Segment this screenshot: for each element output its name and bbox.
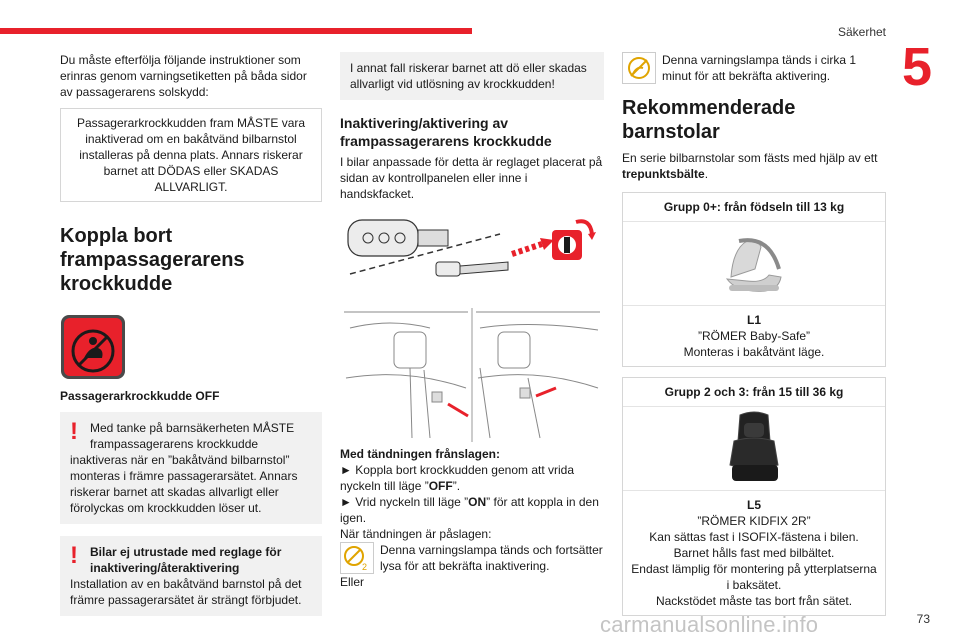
seat-name: ”RÖMER Baby-Safe” (697, 329, 811, 343)
activation-lamp-row (622, 52, 886, 84)
seat-desc: Monteras i bakåtvänt läge. (683, 345, 825, 359)
airbag-notice-text: Passagerarkrockkudden fram MÅSTE vara inaktiverad om en bakåtvänd bilbarnstol installeras på denna plats. Annars riskerar barnet att DÖDAS eller SKADAS ALLVARLIGT. (76, 116, 306, 194)
step-enable-text: ► Vrid nyckeln till läge ” (340, 495, 469, 509)
seat-card-body (623, 491, 885, 615)
airbag-on-warning-lamp-icon (622, 52, 656, 84)
deactivation-lamp-row (340, 542, 604, 574)
seat-card-group-0 (622, 192, 886, 367)
off-position-label: OFF (428, 479, 453, 493)
recommended-intro-end: . (704, 167, 709, 181)
seat-code: L5 (746, 498, 761, 512)
warning-box-child-safety (60, 412, 322, 524)
airbag-off-warning-lamp-icon (340, 542, 374, 574)
warning1-body: inaktiveras när en ”bakåtvänd bilbarnstol” monteras i främre passagerarsätet. Annars riskerar barnet att skadas allvarligt eller förolyckas om krockkudden löser ut. (70, 453, 298, 515)
recommended-intro (622, 150, 886, 182)
kidfix-seat-image (623, 407, 885, 491)
or-label: Eller (340, 575, 365, 589)
dashboard-switch-location-illustration (340, 308, 604, 442)
ignition-off-label: Med tändningen frånslagen: (340, 447, 501, 461)
section-title: Säkerhet (837, 25, 886, 39)
recommended-intro-text: En serie bilbarnstolar som fästs med hjälp av ett (622, 151, 878, 165)
step-disable-text: ► Koppla bort krockkudden genom att vrida nyckeln till läge ” (340, 463, 575, 493)
step-disable-end: ”. (452, 479, 461, 493)
red-arrow-icon (536, 388, 556, 396)
red-arrow-icon (512, 238, 554, 254)
section-heading-recommended-seats: Rekommenderade barnstolar (622, 97, 796, 143)
deactivation-lamp-text: Denna varningslampa tänds och fortsätter lysa för att bekräfta inaktivering. (380, 543, 603, 573)
chapter-number: 5 (901, 37, 932, 97)
dashboard-right-view (476, 312, 600, 438)
svg-text:2: 2 (362, 562, 368, 572)
ignition-on-label: När tändningen är påslagen: (340, 527, 492, 541)
watermark: carmanualsonline.info (600, 612, 819, 637)
seat-line: Kan sättas fast i ISOFIX-fästena i bilen. (649, 530, 859, 544)
seat-line: Endast lämplig för montering på ytterplatserna i baksätet. (631, 562, 877, 592)
step-enable-end: ” för att koppla in den igen. (340, 495, 599, 525)
column-middle (340, 52, 604, 590)
dashboard-left-view (344, 312, 468, 438)
intro-paragraph: Du måste efterfölja följande instruktioner som erinras genom varningsetiketten på båda sidor av passagerarens solskydd: (60, 53, 307, 99)
activation-lamp-text: Denna varningslampa tänds i cirka 1 minut för att bekräfta aktivering. (662, 53, 857, 83)
death-risk-text: I annat fall riskerar barnet att dö eller skadas allvarligt vid utlösning av krockkudden! (350, 61, 587, 91)
section-heading-disable-airbag: Koppla bort frampassagerarens krockkudde (60, 225, 245, 295)
page-number: 73 (916, 612, 930, 626)
subheading-deactivate-activate: Inaktivering/aktivering av frampassagerarens krockkudde (340, 115, 552, 149)
warning-exclamation-icon: ! (70, 418, 78, 445)
key-blade-icon (436, 262, 508, 276)
warning1-first-lines: Med tanke på barnsäkerheten MÅSTE frampassagerarens krockkudde (90, 421, 295, 451)
warning2-title: Bilar ej utrustade med reglage för inaktivering/återaktivering (90, 545, 282, 575)
header-accent-bar (0, 28, 472, 34)
airbag-off-icon (60, 314, 126, 380)
airbag-notice-box (60, 108, 322, 202)
seat-line: Nackstödet måste tas bort från sätet. (655, 594, 853, 608)
warning-exclamation-icon: ! (70, 542, 78, 569)
column-left (60, 52, 322, 616)
seat-card-body (623, 306, 885, 366)
switch-location-paragraph: I bilar anpassade för detta är reglaget placerat på sidan av kontrollpanelen eller inne i handskfacket. (340, 155, 603, 201)
airbag-off-caption: Passagerarkrockkudde OFF (60, 389, 220, 403)
step-disable (340, 462, 604, 494)
booster-seat-icon (724, 411, 784, 487)
baby-safe-seat-image (623, 222, 885, 306)
seat-card-header: Grupp 0+: från födseln till 13 kg (623, 193, 885, 222)
seat-card-header: Grupp 2 och 3: från 15 till 36 kg (623, 378, 885, 407)
seat-line: Barnet hålls fast med bilbältet. (673, 546, 835, 560)
airbag-off-label-image (60, 314, 126, 380)
car-key-icon (348, 220, 448, 256)
seat-code: L1 (746, 313, 761, 327)
seat-card-group-2-3 (622, 377, 886, 616)
death-risk-box (340, 52, 604, 100)
warning-box-no-switch (60, 536, 322, 616)
column-right (622, 52, 886, 616)
key-switch-illustration (340, 212, 604, 302)
on-position-label: ON (468, 495, 487, 509)
red-arrow-icon (448, 404, 468, 416)
three-point-belt-term: trepunktsbälte (622, 167, 705, 181)
seat-name: ”RÖMER KIDFIX 2R” (697, 514, 811, 528)
step-enable (340, 494, 604, 526)
warning2-body: Installation av en bakåtvänd barnstol på det främre passagerarsätet är strängt förbjudet. (70, 577, 302, 607)
airbag-switch-icon (552, 221, 596, 260)
infant-carrier-icon (719, 229, 789, 299)
